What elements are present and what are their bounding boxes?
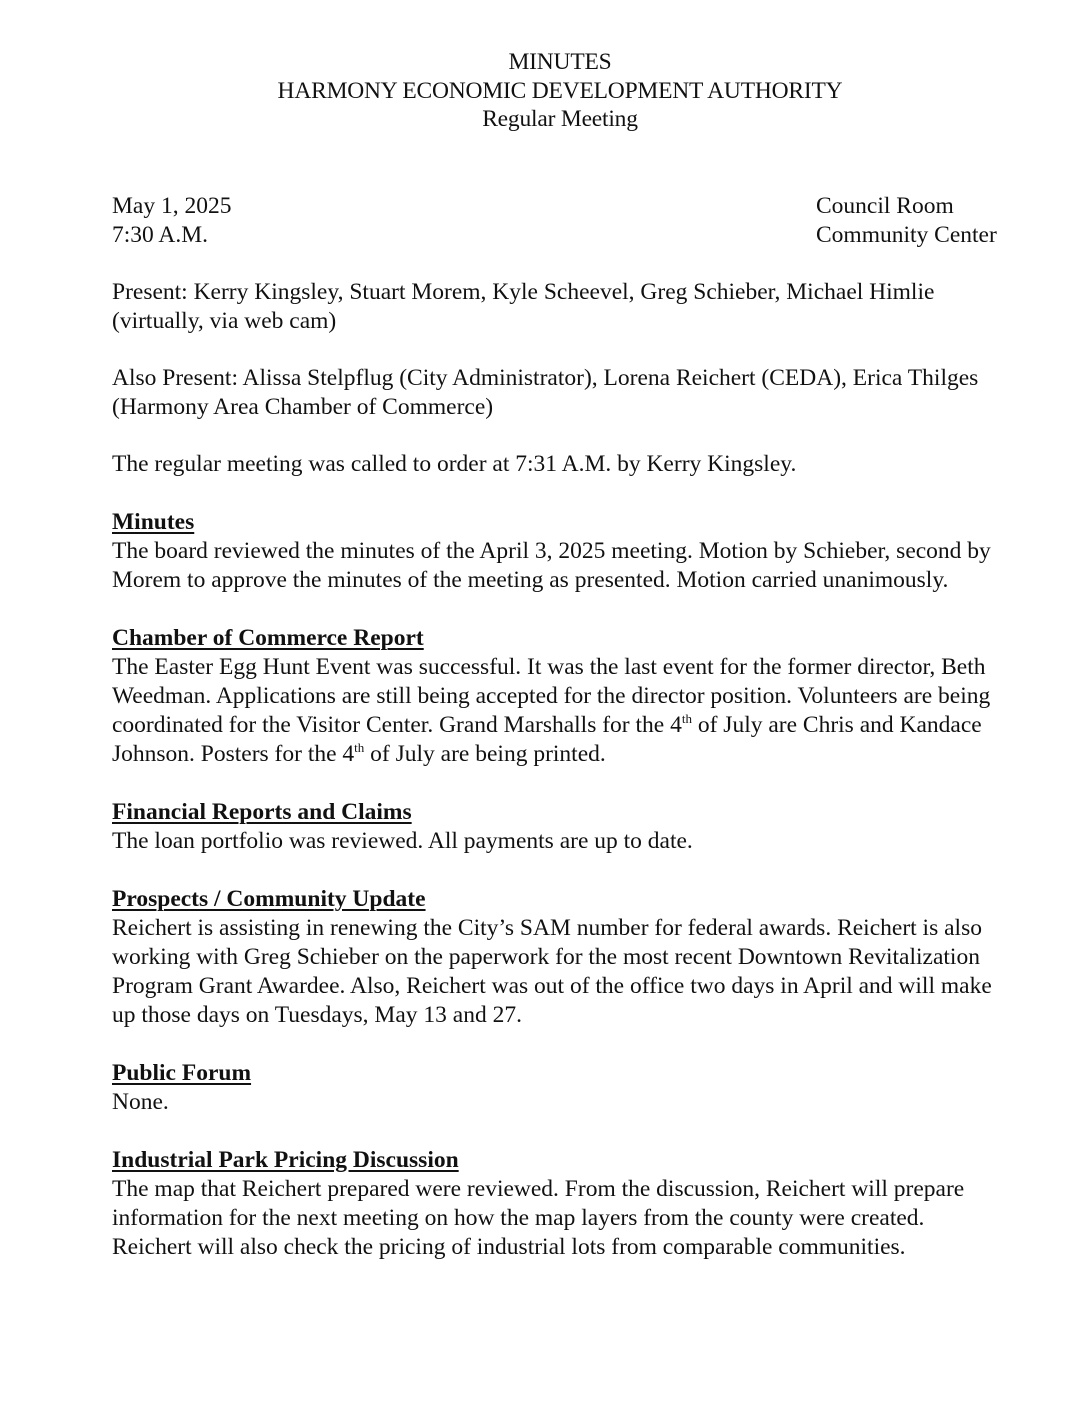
section-public-forum xyxy=(112,1059,1008,1117)
section-heading: Public Forum xyxy=(112,1059,252,1086)
section-body: None. xyxy=(112,1088,169,1115)
body-text: of July are Chris and Kandace Johnson. Posters for the 4 xyxy=(112,711,982,767)
section-minutes xyxy=(112,508,1008,595)
section-heading: Industrial Park Pricing Discussion xyxy=(112,1146,459,1173)
section-body: The map that Reichert prepared were reviewed. From the discussion, Reichert will prepare information for the next meeting on how the map layers from the county were created. Reichert will also check the pricing of industrial lots from comparable communities. xyxy=(112,1175,965,1260)
meeting-datetime xyxy=(112,192,231,250)
section-heading: Chamber of Commerce Report xyxy=(112,624,424,651)
ordinal-suffix: th xyxy=(354,739,365,755)
section-body: Reichert is assisting in renewing the City’s SAM number for federal awards. Reichert is also working with Greg Schieber on the paperwork for the most recent Downtown Revitalization Program Grant Awardee. Also, Reichert was out of the office two days in April and will make up those days on Tuesdays, May 13 and 27. xyxy=(112,914,992,1028)
section-heading: Prospects / Community Update xyxy=(112,885,426,912)
meeting-time: 7:30 A.M. xyxy=(112,221,208,248)
document-title: MINUTES xyxy=(508,49,612,75)
section-body: The board reviewed the minutes of the April 3, 2025 meeting. Motion by Schieber, second by Morem to approve the minutes of the meeting as presented. Motion carried unanimously. xyxy=(112,537,991,593)
meeting-room: Council Room xyxy=(816,192,954,219)
meeting-location xyxy=(816,192,1008,250)
meeting-date: May 1, 2025 xyxy=(112,192,232,219)
document-page xyxy=(112,48,1008,1262)
also-present: Also Present: Alissa Stelpflug (City Administrator), Lorena Reichert (CEDA), Erica Thilges (Harmony Area Chamber of Commerce) xyxy=(112,364,979,420)
meeting-venue: Community Center xyxy=(816,221,997,248)
document-header xyxy=(112,48,1008,134)
section-chamber-report xyxy=(112,624,1008,769)
body-text: The Easter Egg Hunt Event was successful. It was the last event for the former director, Beth Weedman. Applications are still being accepted for the director position. Volunteers are being coordinated for the Visitor Center. Grand Marshalls for the 4 xyxy=(112,653,991,738)
section-prospects-update xyxy=(112,885,1008,1030)
section-financial-reports xyxy=(112,798,1008,856)
ordinal-suffix: th xyxy=(681,710,692,726)
meeting-meta xyxy=(112,192,1008,250)
call-to-order: The regular meeting was called to order at 7:31 A.M. by Kerry Kingsley. xyxy=(112,450,797,477)
section-body xyxy=(112,653,1008,769)
section-industrial-park xyxy=(112,1146,1008,1262)
section-heading: Financial Reports and Claims xyxy=(112,798,412,825)
section-heading: Minutes xyxy=(112,508,195,535)
present-members: Present: Kerry Kingsley, Stuart Morem, Kyle Scheevel, Greg Schieber, Michael Himlie (virtually, via web cam) xyxy=(112,278,935,334)
meeting-type: Regular Meeting xyxy=(482,106,638,132)
organization-name: HARMONY ECONOMIC DEVELOPMENT AUTHORITY xyxy=(277,77,843,104)
body-text: of July are being printed. xyxy=(364,740,606,767)
section-body: The loan portfolio was reviewed. All payments are up to date. xyxy=(112,827,693,854)
